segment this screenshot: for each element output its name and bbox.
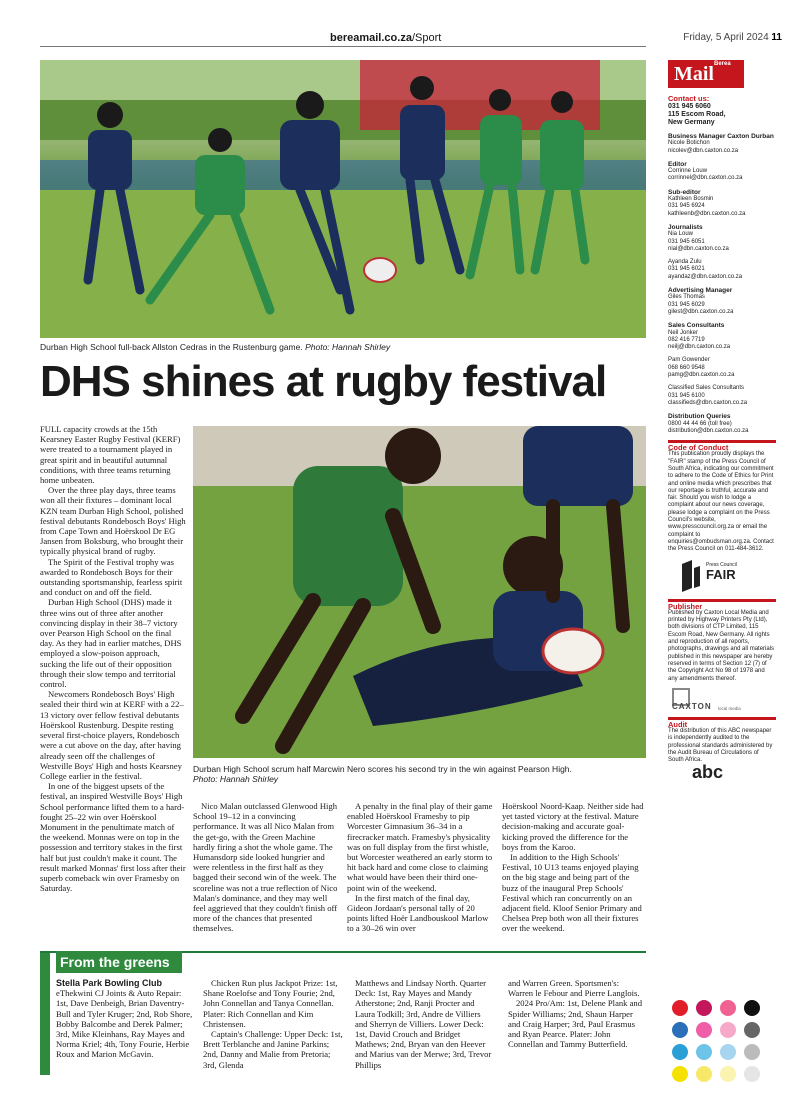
- staff-detail: Corrinne Louw: [668, 168, 708, 175]
- masthead-sidebar: [668, 60, 776, 782]
- staff-block: [668, 161, 776, 183]
- colour-swatch: [672, 1022, 688, 1038]
- colour-swatch: [696, 1044, 712, 1060]
- colour-swatch: [744, 1066, 760, 1082]
- staff-role: Journalists: [668, 223, 703, 231]
- colour-swatch: [696, 1066, 712, 1082]
- photo-illustration-try: [193, 426, 646, 758]
- paragraph: Durban High School (DHS) made it three wins out of three after another convincing display in their 38–7 victory over Pearson High School on the final day. As they had in earlier matches, DHS employed a slow-poison approach, sucking the life out of their opposition through their slow tempo and territorial control.: [40, 597, 182, 690]
- colour-swatch: [672, 1044, 688, 1060]
- staff-email[interactable]: kathleenb@dbn.caxton.co.za: [668, 210, 746, 217]
- audit-title: Audit: [668, 717, 776, 728]
- staff-email[interactable]: pamg@dbn.caxton.co.za: [668, 372, 735, 379]
- greens-text: Chicken Run plus Jackpot Prize: 1st, Shane Roelofse and Tony Fourie; 2nd, John Connellan and Tanya Connellan. Plater: Rich Connellan and Kim Christensen.: [203, 978, 338, 1029]
- staff-block: [668, 287, 776, 316]
- photo-illustration-top: [40, 60, 646, 338]
- code-of-conduct-title: Code of Conduct: [668, 440, 776, 451]
- greens-text: 2024 Pro/Am: 1st, Delene Plank and Spider Williams; 2nd, Shaun Harper and Craig Harper; 3rd, Paul Erasmus and Ryan Pearce. Plater: John Connellan and Tammy Butterfield.: [508, 998, 643, 1050]
- fair-icon: [680, 560, 702, 592]
- fair-text: FAIR: [706, 566, 736, 582]
- colour-swatch: [744, 1022, 760, 1038]
- paragraph: Over the three play days, three teams won all their fixtures – dominant local KZN team Durban High School, polished festival debutants Rondebosch Boys' High from Cape Town and Hoërskool Dr EG Jansen from Boksburg, who brought their typically physical brand of rugby.: [40, 485, 186, 557]
- publisher-text: Published by Caxton Local Media and printed by Highway Printers Pty (Ltd), both divisions of CTP Limited, 115 Escom Road, New Germany. All rights and reproduction of all reports, photographs, drawings and all materials published in this newspaper are hereby reserved in terms of Section 12 (7) of the Copyright Act No 98 of 1978 and any amendments thereof.: [668, 609, 775, 682]
- staff-email[interactable]: distribution@dbn.caxton.co.za: [668, 427, 749, 434]
- paragraph: FULL capacity crowds at the 15th Kearsney Easter Rugby Festival (KERF) were treated to a tournament played in great spirit and in beautiful autumnal conditions, with three teams returning home unbeaten.: [40, 424, 181, 486]
- photo-credit: Photo: Hannah Shirley: [305, 342, 391, 352]
- staff-email[interactable]: nicolev@dbn.caxton.co.za: [668, 147, 739, 154]
- staff-email[interactable]: gilest@dbn.caxton.co.za: [668, 308, 734, 315]
- press-council-fair-logo: [680, 560, 776, 594]
- greens-column-4: [508, 978, 646, 1049]
- greens-column-3: [355, 978, 495, 1070]
- rugby-action-photo-top: [40, 60, 646, 338]
- paragraph: The Spirit of the Festival trophy was awarded to Rondebosch Boys for their outstanding sportsmanship, fearless spirit and conduct on and off the field.: [40, 556, 183, 598]
- paragraph: Newcomers Rondebosch Boys' High sealed their third win at KERF with a 22–13 victory over fellow festival debutants Hoërskool Rustenburg. Despite resting several first-choice players, Rondebosch were a cut above on the day, after having already seen off the challenges of Westville Boys' High and hosts Kearsney College earlier in the festival.: [40, 689, 184, 781]
- staff-email[interactable]: nial@dbn.caxton.co.za: [668, 245, 729, 252]
- staff-role: Distribution Queries: [668, 413, 731, 421]
- colour-swatch: [720, 1022, 736, 1038]
- colour-swatches: [672, 1000, 780, 1090]
- staff-detail: 031 945 6051: [668, 238, 705, 245]
- colour-swatch: [672, 1000, 688, 1016]
- staff-role: Advertising Manager: [668, 287, 733, 295]
- page-header: [40, 30, 782, 47]
- contact-label: Contact us:: [668, 94, 710, 103]
- colour-swatch: [672, 1066, 688, 1082]
- greens-text: Captain's Challenge: Upper Deck: 1st, Brett Terblanche and Janine Parkins; 2nd, Danny and Malie from Pretoria; 3rd, Glenda: [203, 1029, 343, 1070]
- caxton-subtext: local media: [718, 705, 741, 711]
- staff-detail: Ayanda Zulu: [668, 259, 702, 266]
- staff-detail: Neil Jonker: [668, 329, 699, 336]
- paragraph: A penalty in the final play of their game enabled Hoërskool Framesby to pip Worcester Gimnasium 36–34 in a firecracker match. Framesby's physicality was on full display from the first whistle, but Worcester weathered an early storm to hit back hard and come close to claiming what would have been their third one-point win of the weekend.: [347, 801, 493, 893]
- staff-detail: 082 416 7719: [668, 336, 705, 343]
- staff-email[interactable]: ayandaz@dbn.caxton.co.za: [668, 273, 743, 280]
- greens-text: Matthews and Lindsay North. Quarter Deck: 1st, Ray Mayes and Mandy Atherstone; 2nd, Ranji Procter and Laura Todkill; 3rd, Andre de Villiers and Sherryn de Villiers. Lower Deck: 1st, David Crouch and Bridget Mathews; 2nd, Bryan van den Heever and Marius van der Merwe; 3rd, Trevor Phillips: [355, 978, 492, 1070]
- greens-text: and Warren Green. Sportsmen's: Warren le Febour and Pierre Langlois.: [508, 978, 640, 999]
- staff-role: Sales Consultants: [668, 322, 725, 330]
- logo-text: Mail: [674, 63, 714, 85]
- photo-credit: Photo: Hannah Shirley: [193, 774, 279, 784]
- staff-block: [668, 413, 776, 435]
- paragraph: In the first match of the final day, Gideon Jordaan's personal tally of 20 points lifted Hoër Landbouskool Marlow to a 30–26 win over: [347, 892, 489, 934]
- staff-detail: Kathleen Bosmin: [668, 196, 714, 203]
- article-column-2: [193, 801, 339, 934]
- site-url[interactable]: [330, 32, 441, 44]
- abc-logo: abc: [692, 761, 724, 782]
- staff-list: [668, 133, 776, 435]
- paragraph: Nico Malan outclassed Glenwood High School 19–12 in a convincing performance. It was all Nico Malan from the get-go, with the Green Machine hardly firing a shot the whole game. The Humansdorp side looked hungrier and were relentless in the first half as they bagged their second win of the week. The scoreline was not a true reflection of Nico Malan's dominance, and they may well feel aggrieved that they couldn't finish off more of the chances that presented themselves.: [193, 801, 338, 934]
- colour-swatch: [720, 1044, 736, 1060]
- staff-role: Editor: [668, 160, 687, 168]
- site-name: bereamail.co.za: [330, 32, 412, 44]
- contact-address-2: New Germany: [668, 119, 715, 126]
- staff-detail: 031 945 6029: [668, 301, 705, 308]
- rugby-try-photo: [193, 426, 646, 758]
- staff-role: Business Manager Caxton Durban: [668, 133, 774, 140]
- staff-detail: Classified Sales Consultants: [668, 385, 745, 392]
- caption-text: Durban High School scrum half Marcwin Nero scores his second try in the win against Pearson High.: [193, 764, 572, 774]
- colour-swatch: [744, 1044, 760, 1060]
- staff-detail: 068 660 9548: [668, 364, 705, 371]
- staff-block: [668, 322, 776, 407]
- caxton-logo: [668, 688, 776, 712]
- article-headline: DHS shines at rugby festival: [40, 357, 607, 406]
- publisher-title: Publisher: [668, 599, 776, 610]
- photo-caption-top: [40, 342, 646, 352]
- code-of-conduct-text: This publication proudly displays the "FAIR" stamp of the Press Council of South Africa, indicating our commitment to adhere to the Code of Ethics for Print and online media which prescribes that our reportage is truthful, accurate and fair. Should you wish to lodge a complaint about our news coverage, please lodge a complaint on the Press Council's website, www.presscouncil.org.za or email the complaint to enquiries@ombudsman.org.za. Contact the Press Council on 011-484-3612.: [668, 451, 774, 553]
- caption-text: Durban High School full-back Allston Cedras in the Rustenburg game.: [40, 342, 303, 352]
- colour-swatch: [696, 1022, 712, 1038]
- logo-top-text: Berea: [714, 61, 731, 67]
- colour-swatch: [720, 1066, 736, 1082]
- staff-email[interactable]: classifieds@dbn.caxton.co.za: [668, 399, 748, 406]
- paragraph: In addition to the High Schools' Festival, 10 U13 teams enjoyed playing on the big stage and being part of the buzz of the inaugural Prep Schools' Festival which ran concurrently on an adjacent field. Kloof Senior Primary and Chelsea Prep both won all their fixtures over the weekend.: [502, 852, 642, 934]
- staff-detail: Giles Thomas: [668, 294, 705, 301]
- article-column-1: [40, 424, 186, 893]
- date-and-page: [683, 32, 782, 43]
- caxton-text: CAXTON: [672, 701, 712, 711]
- colour-swatch: [720, 1000, 736, 1016]
- page-number: 11: [771, 32, 782, 43]
- staff-detail: 031 945 6100: [668, 392, 705, 399]
- staff-detail: Pam Gowender: [668, 357, 710, 364]
- issue-date: Friday, 5 April 2024: [683, 32, 769, 43]
- staff-detail: 0800 44 44 66 (toll free): [668, 420, 732, 427]
- fair-small-text: Press Council: [706, 561, 737, 568]
- paragraph: In one of the biggest upsets of the festival, an inspired Westville Boys' High School performance lifted them to a hard-fought 25–22 win over Hoërskool Monument in the penultimate match of the weekend. Monnas were on top in the possession and territory stakes in the first half but just couldn't make it count. The result marked Monnas' first loss after their superb comeback win over Framesby on Saturday.: [40, 781, 186, 894]
- article-column-4: [502, 801, 646, 934]
- staff-block: [668, 224, 776, 281]
- contact-block: [668, 94, 776, 127]
- staff-block: [668, 133, 776, 155]
- photo-caption-try: [193, 764, 646, 784]
- staff-detail: 031 945 6021: [668, 266, 705, 273]
- contact-phone[interactable]: 031 945 6060: [668, 103, 711, 110]
- section-name: /Sport: [411, 32, 442, 44]
- club-name: Stella Park Bowling Club: [56, 978, 163, 988]
- greens-title: From the greens: [56, 951, 182, 973]
- staff-detail: Nia Louw: [668, 231, 694, 238]
- colour-swatch: [696, 1000, 712, 1016]
- berea-mail-logo: [668, 60, 744, 88]
- audit-text: The distribution of this ABC newspaper is independently audited to the professional standards administered by the Audit Bureau of Circulations of South Africa.: [668, 728, 773, 764]
- paragraph: Hoërskool Noord-Kaap. Neither side had yet tasted victory at the festival. Mature decision-making and accurate goal-kicking proved the difference for the boys from the Karoo.: [502, 801, 644, 852]
- greens-text: eThekwini CJ Joints & Auto Repair: 1st, Dave Denbeigh, Brian Daventry-Bull and Tyler Kruger; 2nd, Rob Shore, Bobby Balcombe and Derek Palmer; 3rd, Mike Kleinhans, Ray Mayes and Norma Kriel; 4th, Tony Fourie, Herbie Roux and Marion McGavin.: [56, 988, 193, 1060]
- article-column-3: [347, 801, 493, 934]
- colour-swatch: [744, 1000, 760, 1016]
- staff-email[interactable]: neilj@dbn.caxton.co.za: [668, 344, 731, 351]
- staff-detail: 031 945 6924: [668, 203, 705, 210]
- staff-block: [668, 189, 776, 218]
- greens-column-1: [56, 978, 194, 1060]
- greens-column-2: [203, 978, 343, 1070]
- staff-detail: Nicole Botichon: [668, 140, 710, 147]
- greens-side-bar: [40, 953, 50, 1075]
- contact-address-1: 115 Escom Road,: [668, 111, 726, 118]
- staff-role: Sub-editor: [668, 188, 701, 196]
- staff-email[interactable]: corrinnel@dbn.caxton.co.za: [668, 175, 743, 182]
